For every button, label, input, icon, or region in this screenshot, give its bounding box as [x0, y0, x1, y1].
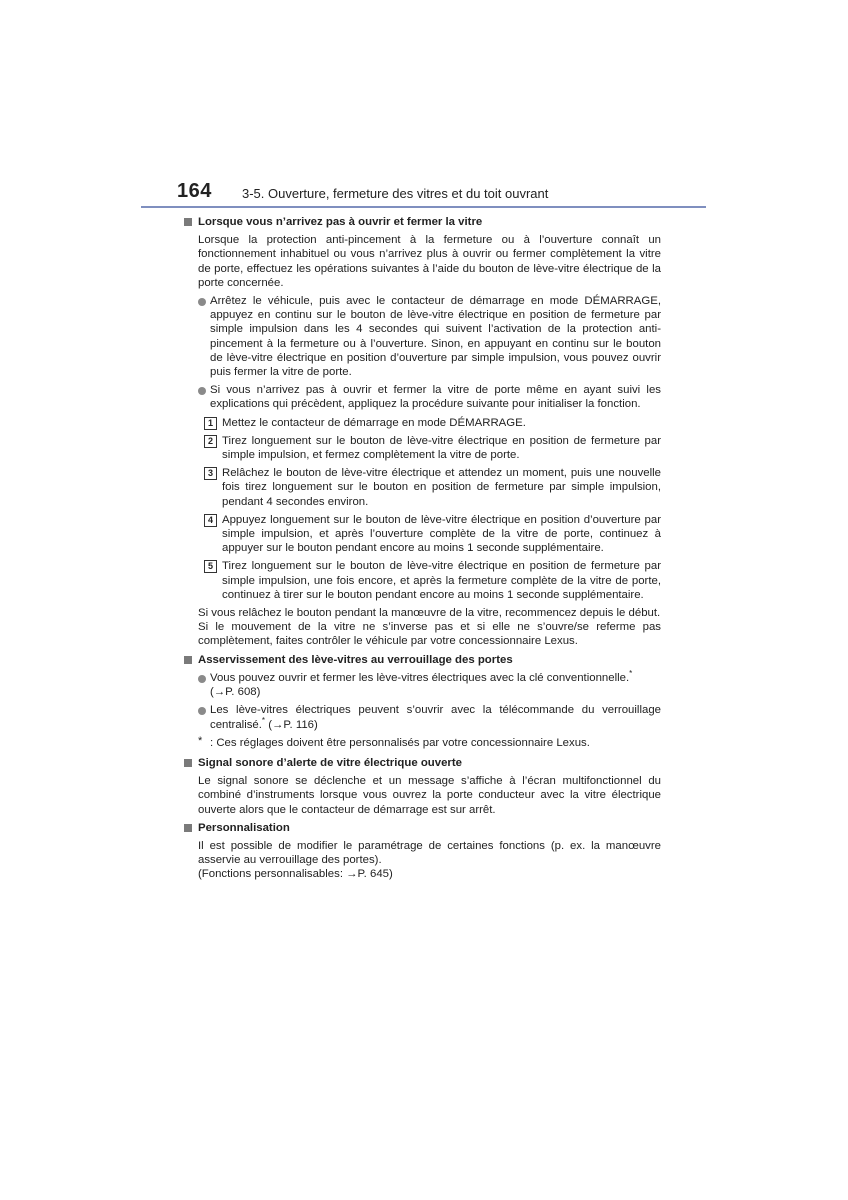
step-item: 3 Relâchez le bouton de lève-vitre électrique et attendez un moment, puis une nouvelle fois tirez longuement sur le bouton en position de fermeture par simple impulsion, pendant 4 secondes environ.	[204, 466, 661, 509]
paragraph: Il est possible de modifier le paramétrage de certaines fonctions (p. ex. la manœuvre asservie au verrouillage des portes).	[198, 839, 661, 867]
bullet-item: Vous pouvez ouvrir et fermer les lève-vitres électriques avec la clé conventionnelle.* (→P. 608)	[198, 671, 661, 699]
step-item: 1 Mettez le contacteur de démarrage en mode DÉMARRAGE.	[204, 416, 661, 430]
paragraph: Lorsque la protection anti-pincement à la fermeture ou à l’ouverture connaît un fonctionnement inhabituel ou vous n’arrivez plus à ouvrir ou fermer complètement la vitre de porte, effectuez les opérations suivantes à l’aide du bouton de lève-vitre électrique de la porte concernée.	[198, 234, 661, 289]
footnote: * : Ces réglages doivent être personnalisés par votre concessionnaire Lexus.	[198, 734, 590, 749]
footnote-marker: *	[198, 734, 203, 747]
page-reference: (Fonctions personnalisables: →P. 645)	[198, 868, 393, 881]
section-heading: Signal sonore d’alerte de vitre électrique ouverte	[183, 756, 661, 770]
page-number: 164	[177, 180, 212, 202]
circle-bullet-icon	[198, 298, 206, 306]
page-content	[183, 215, 661, 884]
section-window-lock-link	[183, 653, 661, 750]
section-heading: Asservissement des lève-vitres au verrouillage des portes	[183, 653, 661, 667]
section-title: 3-5. Ouverture, fermeture des vitres et du toit ouvrant	[242, 186, 549, 201]
step-item: 4 Appuyez longuement sur le bouton de lève-vitre électrique en position d’ouverture par simple impulsion, et après l’ouverture complète de la vitre de porte, continuez à appuyer sur le bouton pendant encore au moins 1 seconde supplémentaire.	[204, 513, 661, 556]
header-rule	[141, 206, 706, 208]
step-number: 4	[204, 514, 217, 527]
paragraph: Si le mouvement de la vitre ne s’inverse pas et si elle ne s’ouvre/se referme pas complètement, faites contrôler le véhicule par votre concessionnaire Lexus.	[198, 621, 661, 648]
section-customization	[183, 821, 661, 882]
circle-bullet-icon	[198, 675, 206, 683]
bullet-item: Arrêtez le véhicule, puis avec le contacteur de démarrage en mode DÉMARRAGE, appuyez en continu sur le bouton de lève-vitre électrique en position de fermeture par simple impulsion dans les 4 secondes qui suivent l’activation de la protection anti-pincement à la fermeture ou à l’ouverture. Sinon, en appuyant en continu sur le bouton de lève-vitre électrique en position d’ouverture par simple impulsion, vous pouvez ouvrir puis fermer la vitre de porte.	[198, 294, 661, 379]
footnote-marker: *	[629, 669, 633, 679]
page-reference: (→P. 608)	[210, 686, 261, 699]
step-item: 5 Tirez longuement sur le bouton de lève-vitre électrique en position de fermeture par simple impulsion, une fois encore, et après la fermeture complète de la vitre de porte, continuez à tirer sur le bouton pendant encore au moins 1 seconde supplémentaire.	[204, 559, 661, 602]
square-bullet-icon	[184, 656, 192, 664]
footnote-marker: *	[261, 715, 266, 725]
bullet-item: Les lève-vitres électriques peuvent s’ouvrir avec la télécommande du verrouillage centralisé.* (→P. 116)	[198, 703, 661, 731]
step-item: 2 Tirez longuement sur le bouton de lève-vitre électrique en position de fermeture par simple impulsion, et fermez complètement la vitre de porte.	[204, 434, 661, 462]
step-number: 3	[204, 467, 217, 480]
section-open-window-alert	[183, 756, 661, 817]
circle-bullet-icon	[198, 707, 206, 715]
page-header	[141, 180, 706, 208]
square-bullet-icon	[184, 759, 192, 767]
section-window-not-working	[183, 215, 661, 649]
section-heading: Lorsque vous n’arrivez pas à ouvrir et fermer la vitre	[183, 215, 661, 229]
square-bullet-icon	[184, 824, 192, 832]
paragraph: Si vous relâchez le bouton pendant la manœuvre de la vitre, recommencez depuis le début.	[198, 607, 661, 620]
step-number: 2	[204, 435, 217, 448]
step-number: 5	[204, 560, 217, 573]
step-number: 1	[204, 417, 217, 430]
page-reference: (→P. 116)	[268, 718, 318, 731]
circle-bullet-icon	[198, 387, 206, 395]
bullet-item: Si vous n’arrivez pas à ouvrir et fermer la vitre de porte même en ayant suivi les explications qui précèdent, appliquez la procédure suivante pour initialiser la fonction.	[198, 383, 661, 411]
paragraph: Le signal sonore se déclenche et un message s’affiche à l’écran multifonctionnel du combiné d’instruments lorsque vous ouvrez la porte conducteur avec la vitre électrique ouverte alors que le contacteur de démarrage est sur arrêt.	[198, 775, 661, 816]
section-heading: Personnalisation	[183, 821, 661, 835]
square-bullet-icon	[184, 218, 192, 226]
